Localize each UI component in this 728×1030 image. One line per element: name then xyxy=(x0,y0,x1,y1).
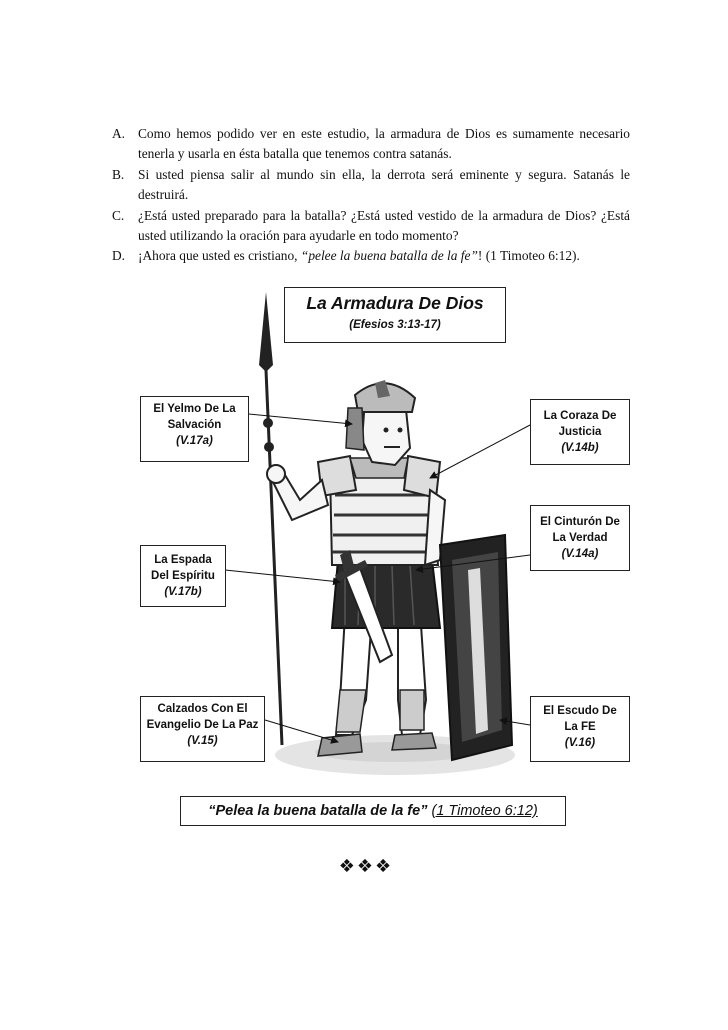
list-text: Como hemos podido ver en este estudio, la armadura de Dios es sumamente necesario tenerla y usarla en ésta batalla que tenemos contra satanás. xyxy=(138,126,630,162)
list-letter: A. xyxy=(112,126,126,141)
footer-quote: “Pelea la buena batalla de la fe” xyxy=(208,803,428,819)
label-coraza xyxy=(530,399,630,465)
list-quote: “pelee la buena batalla de la fe” xyxy=(300,248,478,264)
label-ref: (V.14b) xyxy=(561,442,599,454)
list-text-after: ! (1 Timoteo 6:12). xyxy=(477,248,580,264)
label-cinturon xyxy=(530,505,630,571)
footer-reference: (1 Timoteo 6:12) xyxy=(431,803,538,819)
label-line: Justicia xyxy=(558,426,602,438)
label-line: La Espada xyxy=(154,554,212,566)
label-line: La Verdad xyxy=(552,532,608,544)
label-espada xyxy=(140,545,226,607)
breastplate xyxy=(318,456,440,565)
label-ref: (V.17a) xyxy=(176,435,213,447)
label-ref: (V.17b) xyxy=(164,586,202,598)
diagram-title-box xyxy=(284,287,506,343)
ornament-icon: ❖❖❖ xyxy=(338,856,394,877)
label-yelmo xyxy=(140,396,249,462)
footer-quote-box xyxy=(180,796,566,826)
arrow-coraza xyxy=(430,425,530,478)
list-text-before: ¡Ahora que usted es cristiano, xyxy=(138,248,301,264)
label-line: Del Espíritu xyxy=(151,570,215,582)
label-ref: (V.15) xyxy=(187,735,218,747)
label-line: La FE xyxy=(564,721,596,733)
arrow-espada xyxy=(225,570,340,582)
arrow-calzados xyxy=(265,720,338,742)
list-text: Si usted piensa salir al mundo sin ella, la derrota será eminente y segura. Satanás le destruirá. xyxy=(138,166,630,203)
label-ref: (V.16) xyxy=(564,737,596,749)
label-line: El Yelmo De La xyxy=(153,403,236,415)
label-line: Calzados Con El xyxy=(157,703,248,715)
label-line: El Cinturón De xyxy=(540,516,620,528)
diagram-subtitle: (Efesios 3:13-17) xyxy=(349,319,441,331)
list-letter: D. xyxy=(112,248,126,264)
list-text: ¿Está usted preparado para la batalla? ¿Está usted vestido de la armadura de Dios? ¿Está usted utilizando la oración para ayudarle en todo momento? xyxy=(138,207,630,244)
list-letter: C. xyxy=(112,207,125,223)
shield-icon xyxy=(440,535,512,760)
label-line: Evangelio De La Paz xyxy=(146,719,259,731)
label-line: La Coraza De xyxy=(543,410,617,422)
label-calzados xyxy=(140,696,265,762)
list-letter: B. xyxy=(112,166,125,182)
label-ref: (V.14a) xyxy=(561,548,599,560)
diagram-title: La Armadura De Dios xyxy=(306,293,484,313)
helmet-icon xyxy=(346,380,415,465)
label-escudo xyxy=(530,696,630,762)
label-line: El Escudo De xyxy=(543,705,617,717)
label-line: Salvación xyxy=(167,419,222,431)
spear-icon xyxy=(259,292,282,745)
